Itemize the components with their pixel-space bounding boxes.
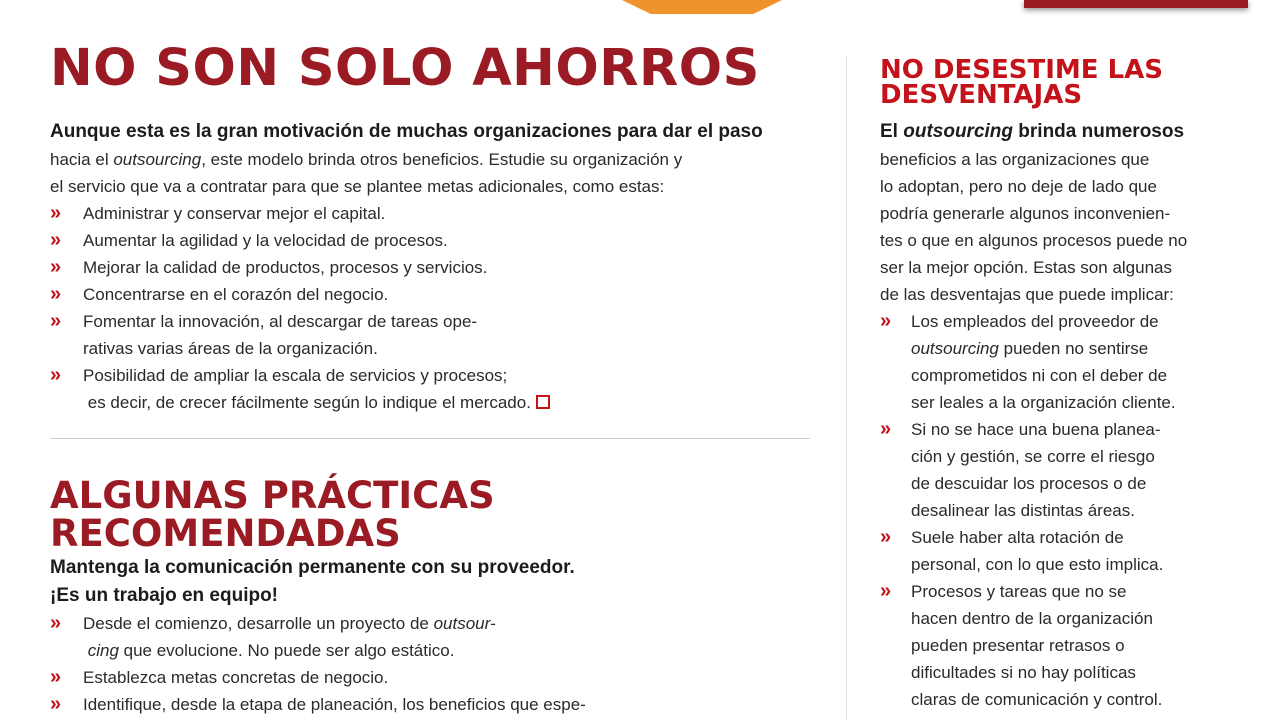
- lead-emphasis: outsourcing: [903, 121, 1014, 142]
- list-item: [50, 227, 820, 254]
- intro-line: ser la mejor opción. Estas son algunas: [880, 258, 1172, 277]
- list-item-text: Identifique, desde la etapa de planeación, los beneficios que espe-: [83, 695, 586, 714]
- intro-text: , este modelo brinda otros beneficios. Estudie su organización y: [201, 150, 683, 169]
- intro-line: beneficios a las organizaciones que: [880, 150, 1150, 169]
- list-item-text: pueden presentar retrasos o: [911, 636, 1125, 655]
- list-item-text: pueden no sentirse: [998, 339, 1149, 358]
- list-item-emphasis: cing: [87, 641, 119, 660]
- list-item-emphasis: outsour-: [433, 614, 496, 633]
- top-banner-decoration: [1024, 0, 1248, 8]
- list-item-text: dificultades si no hay políticas: [911, 663, 1136, 682]
- section-title-practicas: [50, 474, 810, 555]
- list-item: [50, 664, 820, 691]
- list-item-text: comprometidos ni con el deber de: [911, 366, 1168, 385]
- list-item-text: que evolucione. No puede ser algo estático.: [118, 641, 455, 660]
- lead-text-part: brinda numerosos: [1013, 121, 1185, 142]
- list-item-text: Desde el comienzo, desarrolle un proyecto de: [83, 614, 434, 633]
- list-item-text: personal, con lo que esto implica.: [911, 555, 1164, 574]
- practices-list: [50, 610, 820, 718]
- list-item: [50, 200, 820, 227]
- lead-text: ¡Es un trabajo en equipo!: [50, 585, 279, 606]
- list-item-text: desalinear las distintas áreas.: [911, 501, 1135, 520]
- section-divider: [50, 438, 810, 439]
- list-item-text: Mejorar la calidad de productos, procesos y servicios.: [83, 258, 488, 277]
- list-item: [50, 691, 820, 718]
- section-body-ahorros: [50, 118, 820, 416]
- list-item: [50, 610, 820, 664]
- title-line: RECOMENDADAS: [50, 512, 401, 555]
- lead-text: [880, 118, 1210, 146]
- chevron-bullet-icon: »: [50, 283, 58, 305]
- intro-line: de las desventajas que puede implicar:: [880, 285, 1174, 304]
- chevron-bullet-icon: »: [50, 202, 58, 224]
- list-item: [50, 254, 820, 281]
- section-body-practicas: [50, 554, 820, 718]
- chevron-bullet-icon: »: [50, 256, 58, 278]
- list-item: [50, 308, 820, 362]
- benefits-list: [50, 200, 820, 416]
- title-line: DESVENTAJAS: [880, 80, 1083, 110]
- intro-line-1: [50, 146, 820, 173]
- chevron-bullet-icon: »: [880, 526, 888, 548]
- list-item-text: de descuidar los procesos o de: [911, 474, 1147, 493]
- chevron-bullet-icon: »: [50, 612, 58, 634]
- intro-line: podría generarle algunos inconvenien-: [880, 204, 1171, 223]
- list-item: [50, 281, 820, 308]
- list-item-text: Suele haber alta rotación de: [911, 528, 1124, 547]
- list-item-text: Establezca metas concretas de negocio.: [83, 668, 389, 687]
- title-line: ALGUNAS PRÁCTICAS: [50, 474, 495, 517]
- intro-line: lo adoptan, pero no deje de lado que: [880, 177, 1157, 196]
- chevron-bullet-icon: »: [50, 693, 58, 715]
- intro-emphasis: outsourcing: [113, 150, 202, 169]
- list-item: [880, 578, 1210, 713]
- list-item-text: Procesos y tareas que no se: [911, 582, 1127, 601]
- chevron-bullet-icon: »: [880, 310, 888, 332]
- chevron-bullet-icon: »: [50, 364, 58, 386]
- chevron-bullet-icon: »: [50, 310, 58, 332]
- list-item-text: Aumentar la agilidad y la velocidad de procesos.: [83, 231, 448, 250]
- list-item: [880, 416, 1210, 524]
- list-item-text: claras de comunicación y control.: [911, 690, 1163, 709]
- list-item-text: Administrar y conservar mejor el capital.: [83, 204, 386, 223]
- chevron-bullet-icon: »: [880, 418, 888, 440]
- disadvantages-list: [880, 308, 1210, 713]
- list-item: [50, 362, 820, 416]
- list-item-text: hacen dentro de la organización: [911, 609, 1153, 628]
- list-item-text: Los empleados del proveedor de: [911, 312, 1159, 331]
- section-body-desventajas: [880, 118, 1210, 713]
- list-item-text: Fomentar la innovación, al descargar de tareas ope-: [83, 312, 478, 331]
- chevron-bullet-icon: »: [50, 666, 58, 688]
- section-title-ahorros: NO SON SOLO AHORROS: [50, 39, 760, 98]
- list-item-emphasis: outsourcing: [911, 339, 999, 358]
- lead-text: Aunque esta es la gran motivación de muchas organizaciones para dar el paso: [50, 121, 763, 142]
- end-mark-icon: [536, 395, 550, 409]
- chevron-bullet-icon: »: [880, 580, 888, 602]
- column-divider: [846, 56, 847, 720]
- title-line: NO DESESTIME LAS: [880, 55, 1163, 85]
- list-item: [880, 308, 1210, 416]
- chevron-bullet-icon: »: [50, 229, 58, 251]
- lead-text: Mantenga la comunicación permanente con su proveedor.: [50, 557, 575, 578]
- list-item-text: ción y gestión, se corre el riesgo: [911, 447, 1155, 466]
- list-item-text: ser leales a la organización cliente.: [911, 393, 1176, 412]
- section-title-desventajas: [880, 55, 1210, 110]
- lead-text-part: El: [880, 121, 904, 142]
- intro-line-2: el servicio que va a contratar para que se plantee metas adicionales, como estas:: [50, 177, 665, 196]
- list-item-text: rativas varias áreas de la organización.: [83, 339, 378, 358]
- list-item-text: Posibilidad de ampliar la escala de servicios y procesos;: [83, 366, 508, 385]
- orange-tab-decoration: [622, 0, 782, 14]
- intro-text: hacia el: [50, 150, 114, 169]
- list-item-text: es decir, de crecer fácilmente según lo indique el mercado.: [87, 393, 531, 412]
- list-item-text: Si no se hace una buena planea-: [911, 420, 1161, 439]
- list-item-text: Concentrarse en el corazón del negocio.: [83, 285, 389, 304]
- intro-line: tes o que en algunos procesos puede no: [880, 231, 1188, 250]
- list-item: [880, 524, 1210, 578]
